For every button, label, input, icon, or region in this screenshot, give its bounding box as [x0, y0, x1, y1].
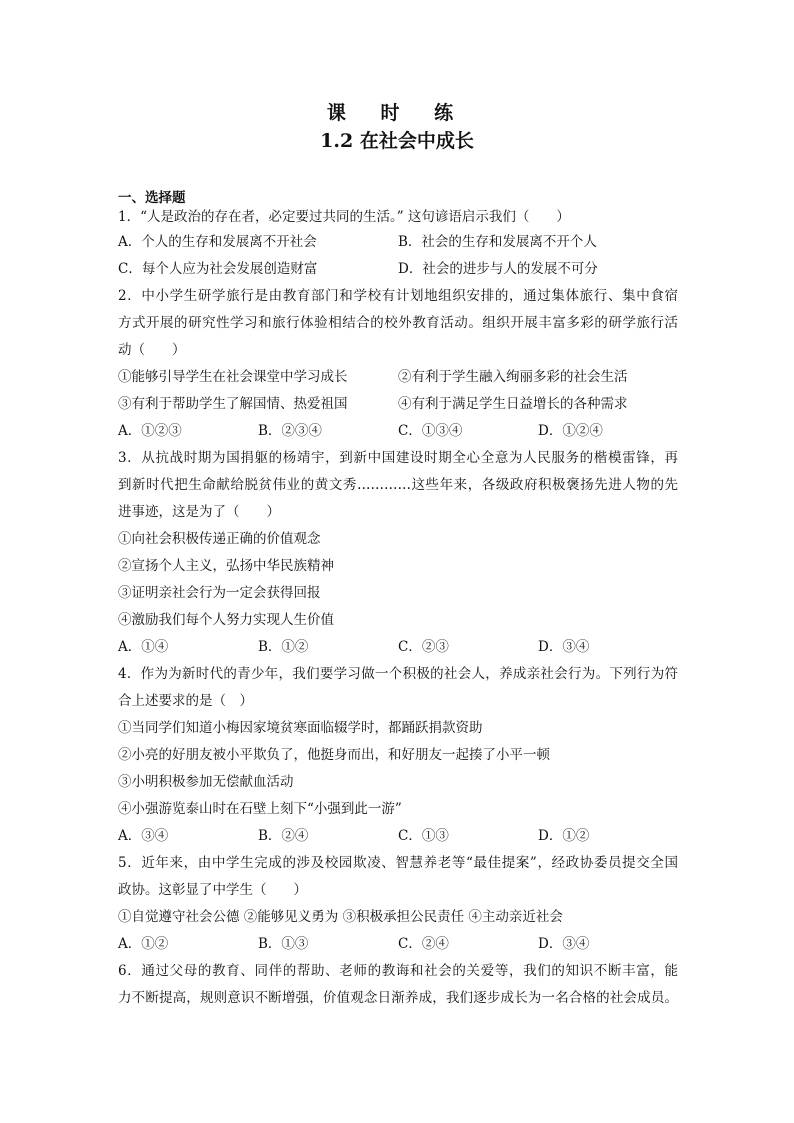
question-text-line: 4．作为为新时代的青少年，我们要学习做一个积极的社会人，养成亲社会行为。下列行为符 [118, 666, 678, 682]
question-text-line: 力不断提高，规则意识不断增强，价值观念日渐养成，我们逐步成长为一名合格的社会成员。 [118, 990, 678, 1006]
question-text-line: 到新时代把生命献给脱贫伟业的黄文秀…………这些年来，各级政府积极褒扬先进人物的先 [118, 477, 678, 493]
question-list [118, 190, 678, 1012]
question-text-line: 方式开展的研究性学习和旅行体验相结合的校外教育活动。组织开展丰富多彩的研学旅行活 [118, 315, 678, 331]
option-row [118, 418, 678, 445]
statement-item: ③证明亲社会行为一定会获得回报 [118, 585, 321, 601]
question-text-line: 进事迹，这是为了（ ） [118, 504, 280, 520]
option-c: C．①③④ [398, 423, 463, 439]
option-a: A．个人的生存和发展离不开社会 [118, 234, 317, 250]
option-c: C．每个人应为社会发展创造财富 [118, 261, 318, 277]
option-b: B．社会的生存和发展离不开个人 [398, 234, 597, 250]
statement-item: ①向社会积极传递正确的价值观念 [118, 531, 321, 547]
question-text-line: 5．近年来，由中学生完成的涉及校园欺凌、智慧养老等“最佳提案”，经政协委员提交全国 [118, 855, 678, 871]
question-2 [118, 283, 678, 445]
question-3 [118, 445, 678, 661]
question-text-line: 动（ ） [118, 342, 186, 358]
statement-item: ②小亮的好朋友被小平欺负了，他挺身而出，和好朋友一起揍了小平一顿 [118, 747, 550, 763]
question-text-line: 3．从抗战时期为国捐躯的杨靖宇，到新中国建设时期全心全意为人民服务的楷模雷锋，再 [118, 450, 678, 466]
worksheet-title: 课 时 练 [326, 102, 468, 124]
statement-item: ③有利于帮助学生了解国情、热爱祖国 [118, 396, 348, 412]
option-d: D．①②④ [538, 423, 603, 439]
statement-item: ①能够引导学生在社会课堂中学习成长 [118, 369, 348, 385]
option-d: D．③④ [538, 936, 590, 952]
statement-item: ④激励我们每个人努力实现人生价值 [118, 612, 334, 628]
question-text-line: 政协。这彰显了中学生（ ） [118, 882, 307, 898]
option-a: A．①② [118, 936, 169, 952]
option-b: B．①③ [258, 936, 309, 952]
statement-item: ④小强游览泰山时在石壁上刻下“小强到此一游” [118, 801, 402, 817]
option-row [118, 229, 678, 256]
question-6 [118, 958, 678, 1012]
option-row [118, 256, 678, 283]
statement-item: ④有利于满足学生日益增长的各种需求 [398, 396, 628, 412]
statement-item: ②有利于学生融入绚丽多彩的社会生活 [398, 369, 628, 385]
question-text-line: 2．中小学生研学旅行是由教育部门和学校有计划地组织安排的，通过集体旅行、集中食宿 [118, 288, 678, 304]
option-row [118, 823, 678, 850]
option-b: B．①② [258, 639, 309, 655]
question-text-line: 合上述要求的是（ ） [118, 693, 253, 709]
section-heading: 一、选择题 [118, 190, 186, 206]
statement-row [118, 391, 678, 418]
statement-item: ①自觉遵守社会公德 ②能够见义勇为 ③积极承担公民责任 ④主动亲近社会 [118, 909, 563, 925]
option-a: A．①④ [118, 639, 169, 655]
option-d: D．①② [538, 828, 590, 844]
option-c: C．②④ [398, 936, 449, 952]
option-b: B．②④ [258, 828, 309, 844]
option-a: A．①②③ [118, 423, 182, 439]
option-b: B．②③④ [258, 423, 322, 439]
lesson-title: 1.2 在社会中成长 [320, 130, 474, 152]
option-c: C．②③ [398, 639, 449, 655]
option-a: A．③④ [118, 828, 169, 844]
statement-item: ②宣扬个人主义，弘扬中华民族精神 [118, 558, 334, 574]
option-c: C．①③ [398, 828, 449, 844]
statement-item: ①当同学们知道小梅因家境贫寒面临辍学时，都踊跃捐款资助 [118, 720, 483, 736]
option-d: D．社会的进步与人的发展不可分 [398, 261, 598, 277]
question-5 [118, 850, 678, 958]
question-4 [118, 661, 678, 850]
statement-row [118, 364, 678, 391]
statement-item: ③小明积极参加无偿献血活动 [118, 774, 294, 790]
question-1 [118, 206, 678, 283]
option-row [118, 634, 678, 661]
question-text-line: 1．“人是政治的存在者，必定要过共同的生活。” 这句谚语启示我们（ ） [118, 209, 570, 225]
option-row [118, 931, 678, 958]
option-d: D．③④ [538, 639, 590, 655]
question-text-line: 6．通过父母的教育、同伴的帮助、老师的教诲和社会的关爱等，我们的知识不断丰富，能 [118, 963, 678, 979]
